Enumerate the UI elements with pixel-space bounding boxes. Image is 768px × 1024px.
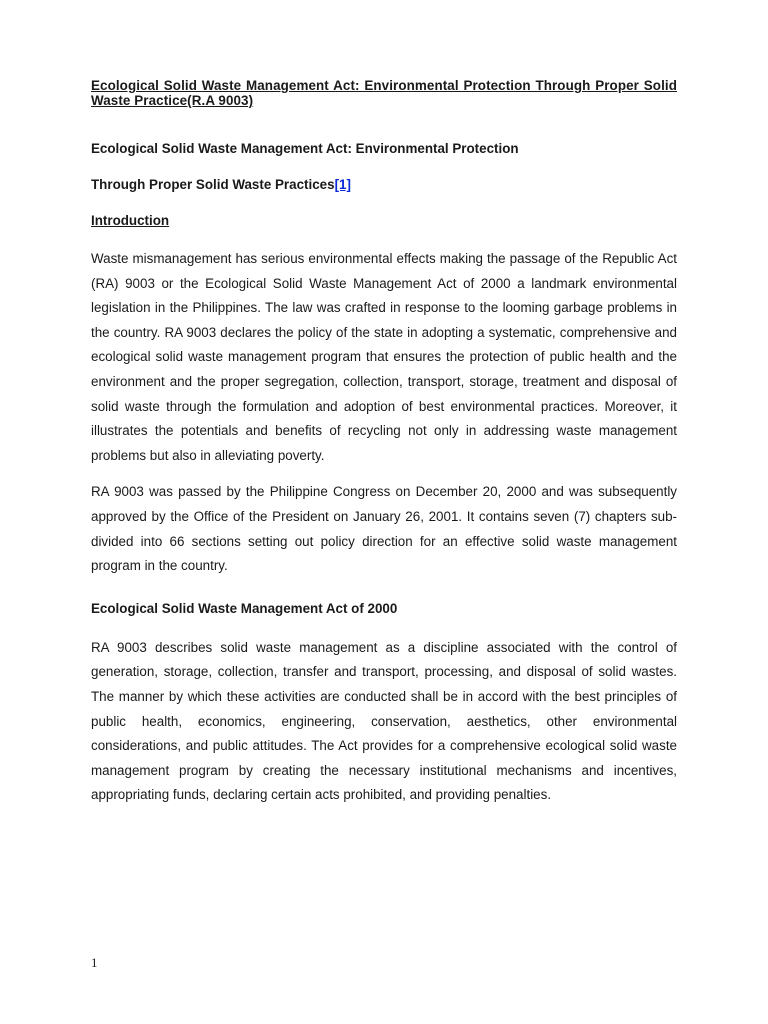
act-heading: Ecological Solid Waste Management Act of 2000 — [91, 600, 398, 616]
enactment-paragraph: RA 9003 was passed by the Philippine Congress on December 20, 2000 and was subsequently approved by the Office of the President on January 26, 2001. It contains seven (7) chapters sub-divided into 66 sections setting out policy direction for an effective solid waste management program in the country. — [91, 484, 677, 574]
section-heading: Ecological Solid Waste Management Act: Environmental Protection — [91, 141, 519, 156]
introduction-paragraph: Waste mismanagement has serious environmental effects making the passage of the Republic Act (RA) 9003 or the Ecological Solid Waste Management Act of 2000 a landmark environmental legislation in the Philippines. The law was crafted in response to the looming garbage problems in the country. RA 9003 declares the policy of the state in adopting a systematic, comprehensive and ecological solid waste management program that ensures the protection of public health and the environment and the proper segregation, collection, transport, storage, treatment and disposal of solid waste through the formulation and adoption of best environmental practices. Moreover, it illustrates the potentials and benefits of recycling not only in addressing waste management problems but also in alleviating poverty. — [91, 251, 677, 463]
footnote-reference-link[interactable]: [1] — [334, 177, 351, 192]
section-subheading-text: Through Proper Solid Waste Practices — [91, 177, 335, 192]
document-title: Ecological Solid Waste Management Act: Environmental Protection Through Proper Solid Waste Practice(R.A 9003) — [91, 78, 677, 108]
act-description-paragraph: RA 9003 describes solid waste management as a discipline associated with the control of generation, storage, collection, transfer and transport, processing, and disposal of solid wastes. The manner by which these activities are conducted shall be in accord with the best principles of public health, economics, engineering, conservation, aesthetics, other environmental considerations, and public attitudes. The Act provides for a comprehensive ecological solid waste management program by creating the necessary institutional mechanisms and incentives, appropriating funds, declaring certain acts prohibited, and providing penalties. — [91, 639, 677, 803]
introduction-heading: Introduction — [91, 213, 170, 228]
document-body — [91, 78, 677, 808]
section-subheading — [91, 177, 677, 193]
page-number: 1 — [91, 955, 98, 970]
